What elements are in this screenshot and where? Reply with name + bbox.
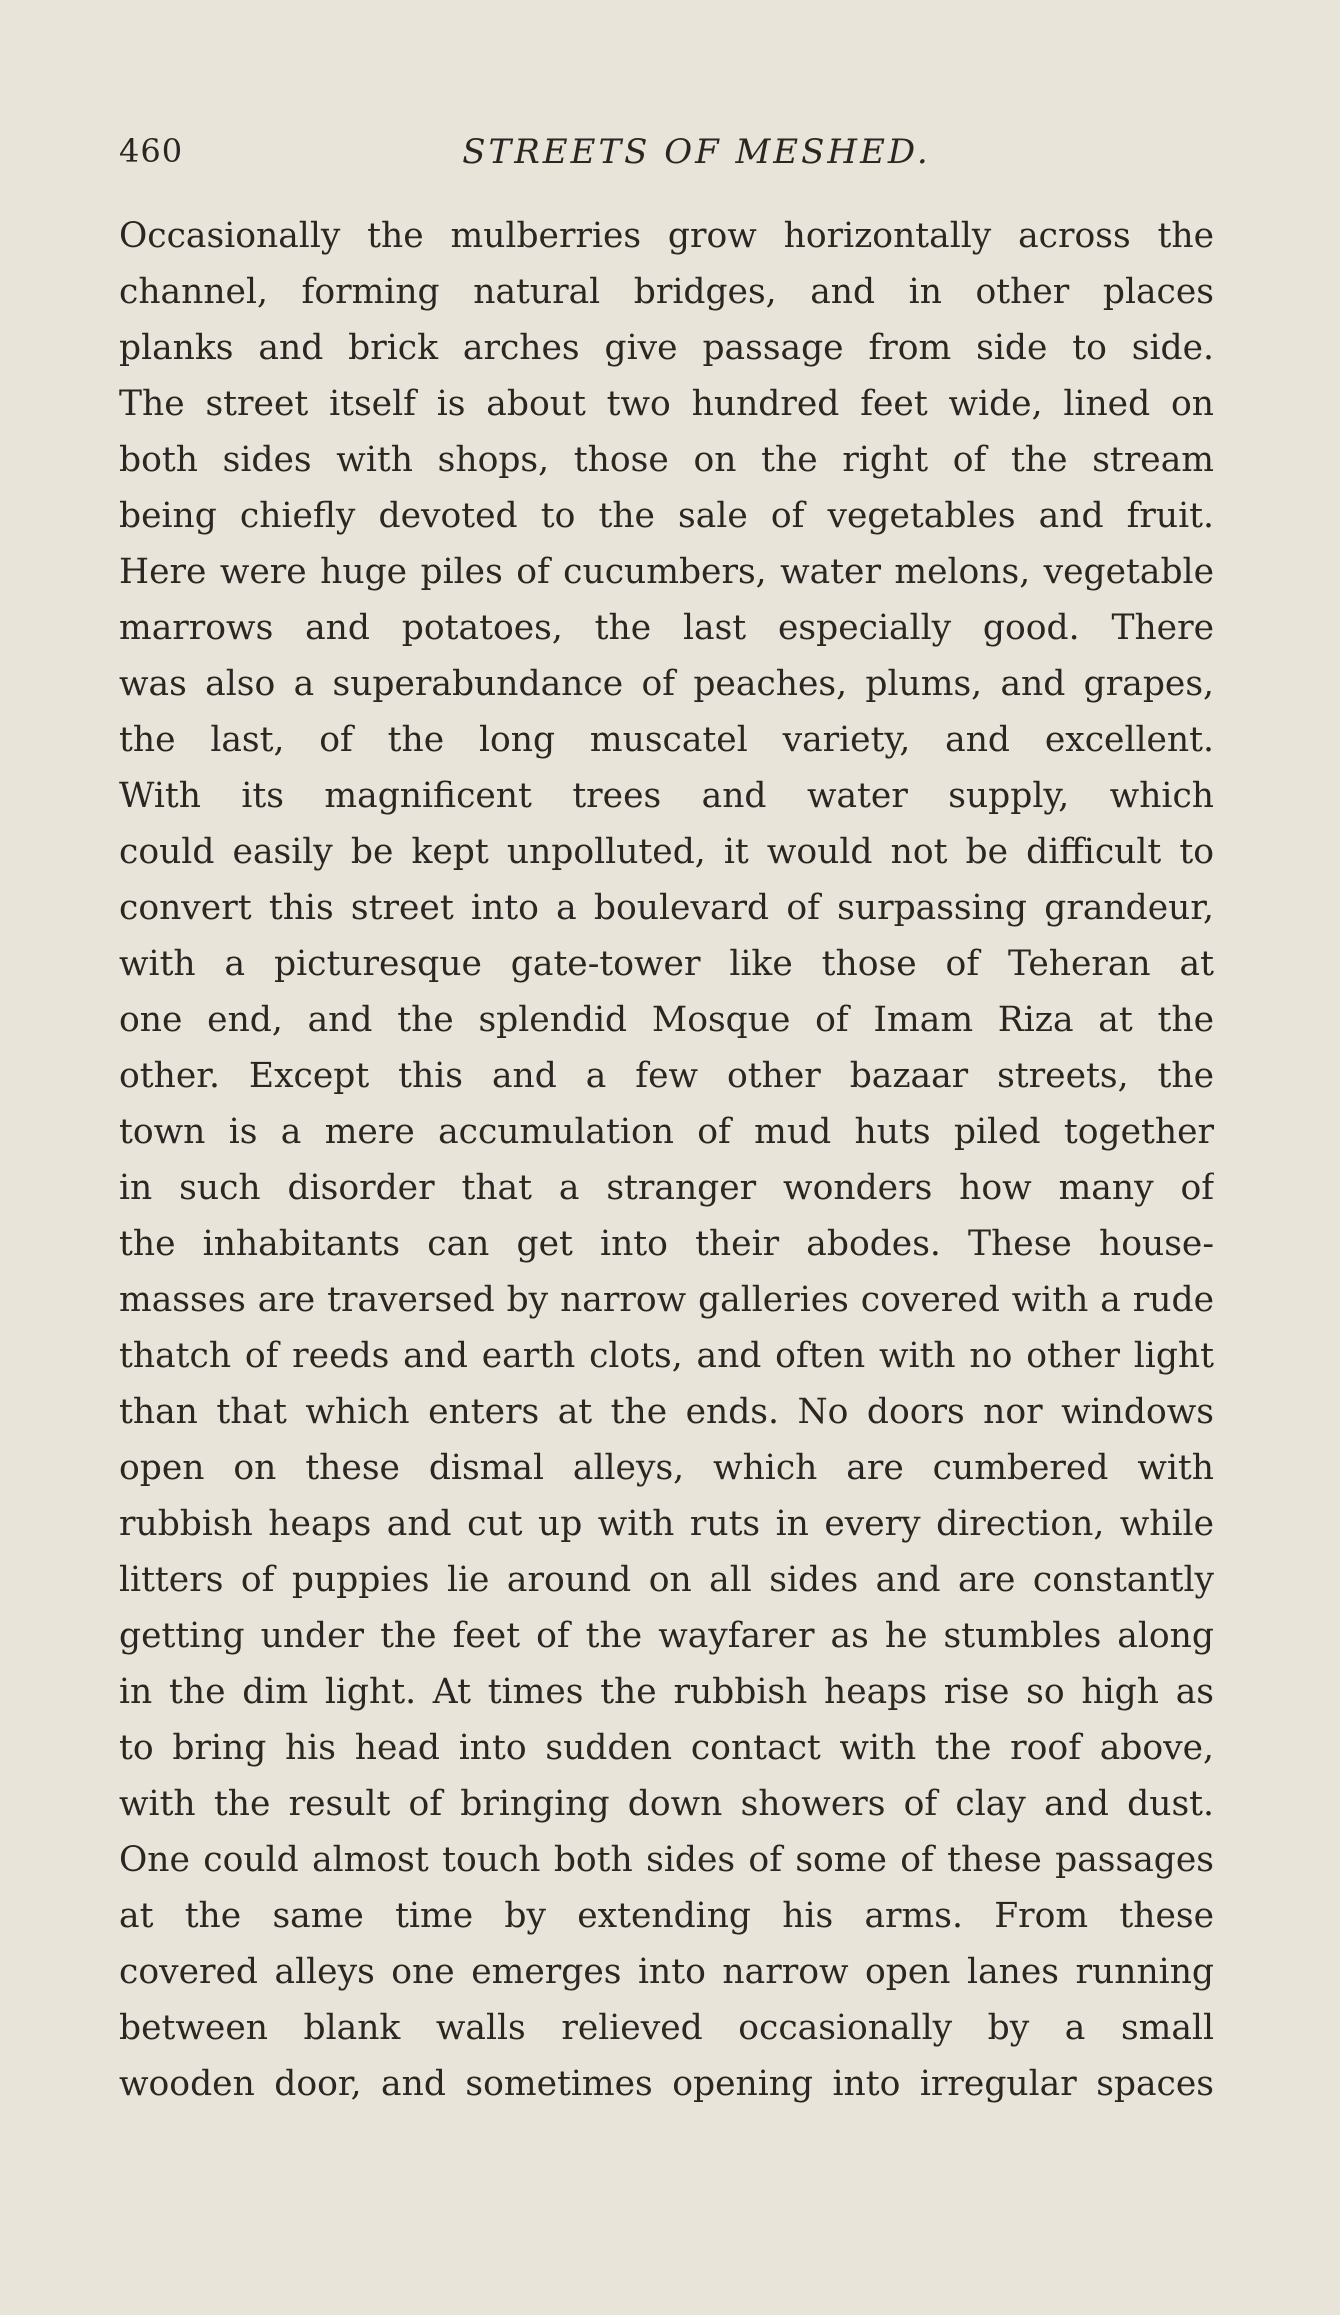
text-line: was also a superabundance of peaches, plums, and grapes,	[119, 664, 1214, 704]
text-line: masses are traversed by narrow galleries covered with a rude	[119, 1280, 1214, 1320]
text-line: with the result of bringing down showers of clay and dust.	[119, 1784, 1214, 1824]
text-line: Here were huge piles of cucumbers, water melons, vegetable	[119, 552, 1214, 592]
text-line: convert this street into a boulevard of surpassing grandeur,	[119, 888, 1214, 928]
body-text	[119, 208, 1214, 2112]
text-line: in the dim light. At times the rubbish heaps rise so high as	[119, 1672, 1214, 1712]
text-line: one end, and the splendid Mosque of Imam Riza at the	[119, 1000, 1214, 1040]
text-line: both sides with shops, those on the right of the stream	[119, 440, 1214, 480]
running-head: STREETS OF MESHED.	[462, 132, 931, 172]
text-line: One could almost touch both sides of some of these passages	[119, 1840, 1214, 1880]
text-line: The street itself is about two hundred feet wide, lined on	[119, 384, 1214, 424]
text-line: to bring his head into sudden contact with the roof above,	[119, 1728, 1214, 1768]
text-line: other. Except this and a few other bazaar streets, the	[119, 1056, 1214, 1096]
text-line: open on these dismal alleys, which are cumbered with	[119, 1448, 1214, 1488]
text-line: Occasionally the mulberries grow horizontally across the	[119, 216, 1214, 256]
text-line: the last, of the long muscatel variety, and excellent.	[119, 720, 1214, 760]
text-line: rubbish heaps and cut up with ruts in every direction, while	[119, 1504, 1214, 1544]
text-line: litters of puppies lie around on all sides and are constantly	[119, 1560, 1214, 1600]
text-line: the inhabitants can get into their abodes. These house-	[119, 1224, 1214, 1264]
text-line: wooden door, and sometimes opening into irregular spaces	[119, 2064, 1214, 2104]
text-line: marrows and potatoes, the last especially good. There	[119, 608, 1214, 648]
text-line: at the same time by extending his arms. From these	[119, 1896, 1214, 1936]
page-number: 460	[119, 132, 184, 170]
text-line: than that which enters at the ends. No doors nor windows	[119, 1392, 1214, 1432]
page-header	[119, 132, 1214, 182]
text-line: channel, forming natural bridges, and in other places	[119, 272, 1214, 312]
text-line: thatch of reeds and earth clots, and often with no other light	[119, 1336, 1214, 1376]
text-line: town is a mere accumulation of mud huts piled together	[119, 1112, 1214, 1152]
text-line: getting under the feet of the wayfarer as he stumbles along	[119, 1616, 1214, 1656]
text-line: With its magnificent trees and water supply, which	[119, 776, 1214, 816]
text-line: in such disorder that a stranger wonders how many of	[119, 1168, 1214, 1208]
text-line: between blank walls relieved occasionally by a small	[119, 2008, 1214, 2048]
text-line: with a picturesque gate-tower like those of Teheran at	[119, 944, 1214, 984]
text-line: planks and brick arches give passage from side to side.	[119, 328, 1214, 368]
text-line: being chiefly devoted to the sale of vegetables and fruit.	[119, 496, 1214, 536]
text-line: covered alleys one emerges into narrow open lanes running	[119, 1952, 1214, 1992]
text-line: could easily be kept unpolluted, it would not be difficult to	[119, 832, 1214, 872]
